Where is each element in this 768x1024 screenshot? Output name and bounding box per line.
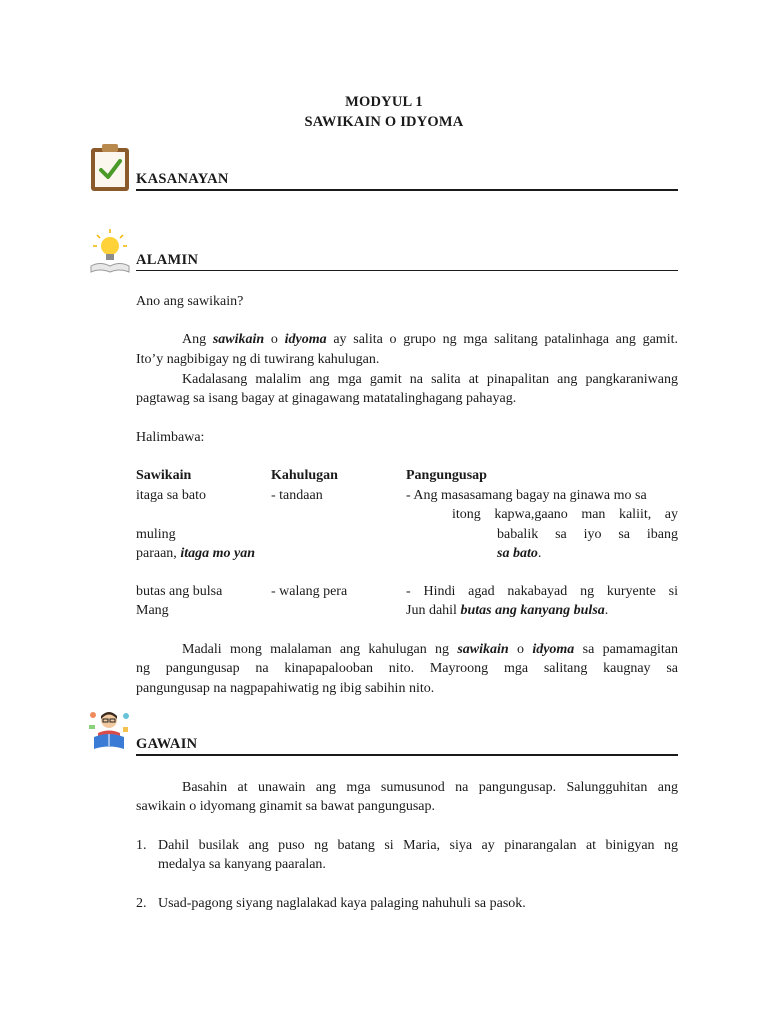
table-cell: Mang [136,603,169,618]
table-cell: babalik sa iyo sa ibang [497,527,678,542]
paragraph-line: pangungusap na nagpapahiwatig ng ibig sabihin nito. [136,681,435,696]
table-header-pangungusap: Pangungusap [406,468,487,483]
student-reading-icon [86,707,132,753]
section-title-gawain: GAWAIN [136,736,198,752]
item-number: 1. [136,838,147,853]
table-header-sawikain: Sawikain [136,468,192,483]
definition-line-1: Ang sawikain o idyoma ay salita o grupo ng mga salitang patalinhaga ang gamit. [182,332,678,347]
paragraph-line: ng pangungusap na kinapapalooban nito. Mayroong mga salitang kaugnay sa [136,661,678,676]
item-number: 2. [136,896,147,911]
lightbulb-book-icon [89,228,131,274]
section-title-kasanayan: KASANAYAN [136,171,229,187]
table-cell: paraan, itaga mo yan [136,546,255,561]
table-cell: - Ang masasamang bagay na ginawa mo sa [406,488,647,503]
table-cell: Jun dahil butas ang kanyang bulsa. [406,603,609,618]
module-title: MODYUL 1 [345,94,423,110]
list-item: Usad-pagong siyang naglalakad kaya palaging nahuhuli sa pasok. [158,896,526,911]
table-cell: - tandaan [271,488,323,503]
paragraph-line: Madali mong malalaman ang kahulugan ng sawikain o idyoma sa pamamagitan [182,642,679,657]
question-text: Ano ang sawikain? [136,294,244,309]
module-subject: SAWIKAIN O IDYOMA [304,114,464,130]
table-header-kahulugan: Kahulugan [271,468,338,483]
clipboard-check-icon [89,142,131,192]
section-title-alamin: ALAMIN [136,252,199,268]
list-item: Dahil busilak ang puso ng batang si Maria, siya ay pinarangalan at binigyan ng [158,838,678,853]
paragraph-line: Kadalasang malalim ang mga gamit na salita at pinapalitan ang pangkaraniwang [182,372,678,387]
table-cell: - walang pera [271,584,348,599]
definition-line-2: Ito’y nagbibigay ng di tuwirang kahulugan. [136,352,380,367]
instruction-line: sawikain o idyomang ginamit sa bawat pangungusap. [136,799,435,814]
table-cell: sa bato. [497,546,542,561]
table-cell: itong kapwa,gaano man kaliit, ay [452,507,678,522]
table-cell: itaga sa bato [136,488,206,503]
section-divider [136,189,678,191]
table-cell: - Hindi agad nakabayad ng kuryente si [406,584,678,599]
section-divider [136,270,678,271]
list-item: medalya sa kanyang paaralan. [158,857,326,872]
instruction-line: Basahin at unawain ang mga sumusunod na pangungusap. Salungguhitan ang [182,780,678,795]
section-divider [136,754,678,756]
table-cell: muling [136,527,176,542]
example-label: Halimbawa: [136,430,205,445]
table-cell: butas ang bulsa [136,584,223,599]
paragraph-line: pagtawag sa isang bagay at ginagawang matatalinghagang pahayag. [136,391,517,406]
